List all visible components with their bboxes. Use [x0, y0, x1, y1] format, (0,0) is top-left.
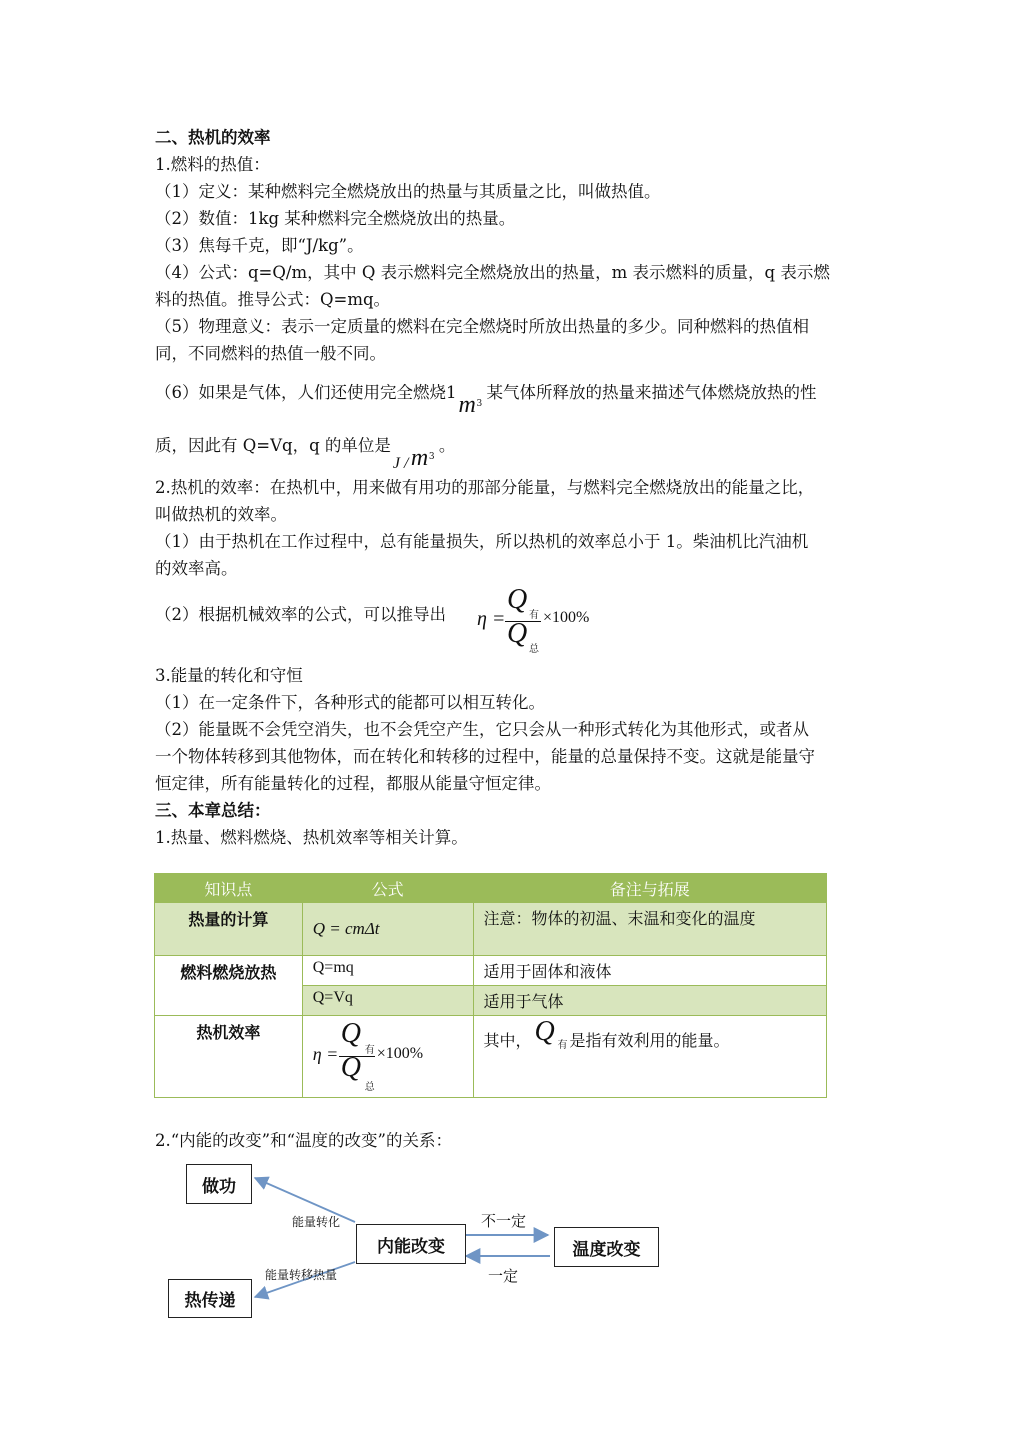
math-var: Q: [507, 618, 528, 649]
section-heading-efficiency: 二、热机的效率: [155, 128, 271, 147]
eta-symbol: η =: [477, 608, 506, 630]
column-header: 公式: [302, 874, 473, 903]
math-var: Q: [534, 1016, 555, 1047]
paragraph: （3）焦每千克，即“J/kg”。: [155, 236, 364, 255]
text: 。: [438, 436, 456, 455]
percent-factor: ×100%: [376, 1045, 424, 1062]
paragraph: 同，不同燃料的热值一般不同。: [155, 344, 386, 363]
table-cell: 注意：物体的初温、末温和变化的温度: [473, 903, 826, 956]
paragraph: 2.“内能的改变”和“温度的改变”的关系：: [155, 1131, 452, 1150]
paragraph: （2）能量既不会凭空消失，也不会凭空产生，它只会从一种形式转化为其他形式，或者从: [155, 720, 809, 739]
table-cell: 燃料燃烧放热: [155, 956, 303, 1016]
table-cell: 适用于固体和液体: [473, 956, 826, 986]
table-cell: Q=Vq: [302, 986, 473, 1016]
superscript: 3: [428, 452, 435, 462]
paragraph: 恒定律，所有能量转化的过程，都服从能量守恒定律。: [155, 774, 551, 793]
paragraph: 3.能量的转化和守恒: [155, 666, 303, 685]
section-heading-summary: 三、本章总结：: [155, 801, 271, 820]
subscript: 总: [529, 644, 539, 655]
math-var: Q: [507, 584, 528, 615]
paragraph: （1）在一定条件下，各种形式的能都可以相互转化。: [155, 693, 545, 712]
paragraph: （5）物理意义：表示一定质量的燃料在完全燃烧时所放出热量的多少。同种燃料的热值相: [155, 317, 809, 336]
column-header: 知识点: [155, 874, 303, 903]
paragraph: 1.热量、燃料燃烧、热机效率等相关计算。: [155, 828, 468, 847]
label-necessarily: 一定: [488, 1267, 519, 1285]
work-box: 做功: [186, 1164, 252, 1204]
paragraph: （4）公式：q=Q/m，其中 Q 表示燃料完全燃烧放出的热量，m 表示燃料的质量，q 表示燃: [155, 263, 830, 282]
percent-factor: ×100%: [543, 609, 590, 626]
subscript: 总: [364, 1082, 375, 1093]
column-header: 备注与拓展: [473, 874, 826, 903]
paragraph: 料的热值。推导公式：Q=mq。: [155, 290, 391, 309]
subscript: 有: [529, 610, 539, 621]
paragraph: 1.燃料的热值：: [155, 155, 270, 174]
math-var: Q: [340, 1052, 361, 1083]
eta-symbol: η =: [312, 1044, 339, 1064]
label-not-necessarily: 不一定: [481, 1212, 527, 1230]
subscript: 有: [557, 1040, 568, 1051]
paragraph: 2.热机的效率：在热机中，用来做有用功的那部分能量，与燃料完全燃烧放出的能量之比，: [155, 478, 815, 497]
paragraph: （1）由于热机在工作过程中，总有能量损失，所以热机的效率总小于 1。柴油机比汽油机: [155, 532, 809, 551]
text: 质，因此有 Q=Vq，q 的单位是: [155, 436, 391, 455]
paragraph: （1）定义：某种燃料完全燃烧放出的热量与其质量之比，叫做热值。: [155, 182, 661, 201]
table-cell: Q=mq: [302, 956, 473, 986]
table-cell: 适用于气体: [473, 986, 826, 1016]
label-energy-conversion: 能量转化: [292, 1215, 341, 1229]
superscript: 3: [476, 399, 483, 409]
paragraph: （2）根据机械效率的公式，可以推导出: [155, 605, 446, 624]
text: （6）如果是气体，人们还使用完全燃烧1: [155, 383, 457, 402]
text: 某气体所释放的热量来描述气体燃烧放热的性: [486, 383, 817, 402]
table-cell: 热机效率: [155, 1016, 303, 1098]
label-energy-transfer: 能量转移热量: [265, 1268, 338, 1282]
temperature-box: 温度改变: [554, 1227, 659, 1267]
text: 是指有效利用的能量。: [569, 1031, 730, 1050]
subscript: 有: [364, 1045, 375, 1056]
formula-text: Q = cmΔt: [312, 919, 380, 938]
math-var: m: [410, 445, 429, 471]
paragraph: 一个物体转移到其他物体，而在转化和转移的过程中，能量的总量保持不变。这就是能量守: [155, 747, 815, 766]
paragraph: 叫做热机的效率。: [155, 505, 287, 524]
paragraph: 的效率高。: [155, 559, 238, 578]
heat-transfer-box: 热传递: [168, 1279, 252, 1318]
math-var: Q: [340, 1018, 361, 1049]
internal-energy-box: 内能改变: [356, 1224, 466, 1264]
paragraph: （2）数值：1kg 某种燃料完全燃烧放出的热量。: [155, 209, 516, 228]
math-var: m: [458, 392, 476, 418]
text: 其中，: [483, 1031, 532, 1050]
table-cell: 热量的计算: [155, 903, 303, 956]
math-var: J /: [392, 455, 409, 472]
